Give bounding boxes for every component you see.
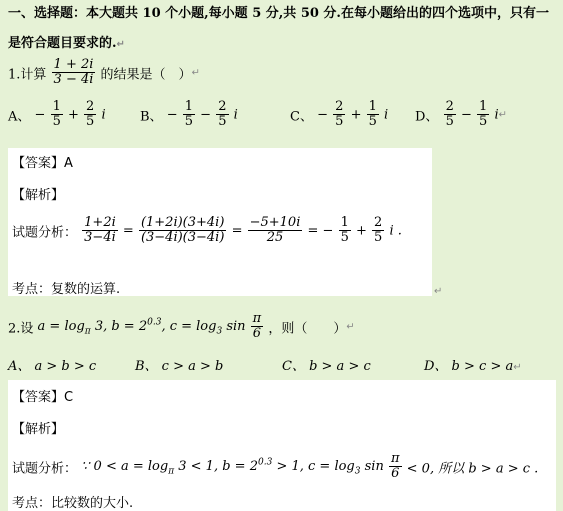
- q2-option-b: B、 c > a > b: [135, 359, 224, 374]
- q1-option-b-op: −: [200, 107, 212, 123]
- frac-num: 2: [374, 215, 383, 230]
- frac-den: 5: [52, 114, 61, 130]
- frac-den: 5: [184, 114, 194, 130]
- q2-s5: < 0, 所以 b > a > c .: [406, 461, 539, 477]
- solution-end: i .: [389, 223, 402, 239]
- q2-sub3: 3: [216, 326, 223, 337]
- q2-s-sup: 0.3: [257, 457, 273, 468]
- q2-solution: [12, 452, 538, 482]
- equals: =: [122, 223, 134, 239]
- q2-s4: sin: [360, 458, 384, 474]
- q1-option-a-op: +: [68, 107, 79, 123]
- section-header-line1: 一、选择题：本大题共 10 个小题,每小题 5 分,共 50 分.在每小题给出的四个选项中，只有一: [8, 6, 549, 21]
- frac-den: 5: [445, 114, 454, 130]
- q1-option-c-label: C、: [290, 109, 313, 125]
- q1-analysis-label: 试题分析：: [12, 225, 78, 241]
- frac-den: 6: [391, 466, 400, 482]
- q1-option-c-op: +: [350, 107, 362, 123]
- question-1-stem: [8, 58, 200, 88]
- q1-option-a-sign: −: [34, 107, 46, 123]
- equals-minus: = −: [307, 223, 334, 239]
- q1-option-a-tail: i: [101, 107, 106, 123]
- frac-den: (3−4i)(3−4i): [140, 230, 225, 246]
- q2-suffix: ，则（ ）: [268, 321, 347, 337]
- frac-num: 1: [479, 99, 488, 114]
- q2-expr-a: a = log: [37, 318, 85, 334]
- q1-option-d-op: −: [461, 107, 472, 123]
- equals: =: [231, 223, 243, 239]
- frac-num: (1+2i)(3+4i): [140, 215, 225, 230]
- question-2-stem: [8, 312, 355, 342]
- q2-analysis-title: 【解析】: [12, 422, 65, 437]
- paragraph-mark: ↵: [191, 67, 200, 79]
- q1-analysis-title: 【解析】: [12, 188, 65, 203]
- frac-num: 2: [86, 99, 95, 114]
- frac-num: 1: [368, 99, 377, 114]
- frac-num: 1+2i: [84, 215, 116, 230]
- frac-den: 5: [340, 230, 349, 246]
- frac-den: 5: [374, 230, 383, 246]
- q1-option-a-label: A、: [8, 109, 31, 125]
- frac-den: 5: [479, 114, 488, 130]
- q1-suffix: 的结果是（ ）: [100, 67, 192, 83]
- frac-den: 6: [252, 326, 262, 342]
- q1-fraction-numerator: 1 + 2i: [53, 57, 94, 72]
- q2-point: 考点：比较数的大小.: [12, 496, 134, 511]
- q2-option-d-text: D、 b > c > a: [424, 359, 514, 374]
- q1-prefix: 1.计算: [8, 67, 47, 83]
- frac-den: 5: [86, 114, 95, 130]
- q2-prefix: 2.设: [8, 321, 34, 337]
- frac-den: 5: [335, 114, 344, 130]
- paragraph-mark: ↵: [513, 362, 522, 373]
- section-header-line2-text: 是符合题目要求的.: [8, 36, 117, 51]
- q1-option-c-tail: i: [384, 107, 389, 123]
- q1-option-b-tail: i: [233, 107, 238, 123]
- plus: +: [356, 223, 367, 239]
- q2-option-c: C、 b > a > c: [282, 359, 371, 374]
- q1-option-b: [140, 100, 238, 130]
- q2-sup: 0.3: [147, 317, 162, 328]
- q2-option-d: [424, 355, 522, 374]
- q2-solution-expr: [81, 457, 384, 477]
- q1-point: 考点：复数的运算.: [12, 282, 121, 297]
- q2-analysis-label: 试题分析：: [12, 461, 78, 477]
- frac-num: π: [252, 311, 262, 326]
- q1-option-d: [415, 100, 507, 130]
- frac-num: 2: [445, 99, 454, 114]
- paragraph-mark: ↵: [116, 39, 125, 50]
- paragraph-mark: ↵: [346, 321, 355, 333]
- frac-den: 5: [218, 114, 227, 130]
- section-header-line2: [8, 32, 125, 51]
- frac-num: 1: [184, 99, 194, 114]
- q2-answer: 【答案】C: [12, 390, 74, 405]
- q1-option-d-tail: i: [494, 107, 499, 123]
- frac-num: 1: [52, 99, 61, 114]
- frac-den: 3−4i: [84, 230, 116, 246]
- frac-num: 2: [335, 99, 344, 114]
- q1-fraction: [52, 58, 96, 88]
- q2-s1: ∵ 0 < a = log: [81, 458, 169, 474]
- q2-option-a: A、 a > b > c: [8, 359, 97, 374]
- q2-expr-d: sin: [222, 318, 246, 334]
- q1-option-a: [8, 100, 106, 130]
- frac-num: 2: [218, 99, 227, 114]
- q1-fraction-denominator: 3 − 4i: [53, 72, 94, 88]
- q2-s3: > 1, c = log: [272, 458, 355, 474]
- q2-s-sub3: 3: [354, 466, 361, 477]
- q1-solution: [12, 216, 402, 246]
- q1-option-c: [290, 100, 388, 130]
- frac-den: 25: [266, 230, 284, 246]
- q1-option-c-sign: −: [317, 107, 328, 123]
- q2-s2: 3 < 1, b = 2: [174, 458, 258, 474]
- q1-option-b-label: B、: [140, 109, 163, 125]
- q2-expression: [37, 317, 246, 337]
- frac-num: −5+10i: [249, 215, 301, 230]
- frac-num: π: [390, 451, 400, 466]
- q2-s-sub: π: [168, 466, 175, 477]
- paragraph-mark: ↵: [498, 109, 508, 121]
- paragraph-mark: ↵: [434, 286, 443, 297]
- frac-num: 1: [340, 215, 349, 230]
- frac-den: 5: [368, 114, 377, 130]
- q1-option-d-label: D、: [415, 109, 439, 125]
- q2-sub-pi: π: [84, 326, 91, 337]
- q2-expr-b: 3, b = 2: [90, 318, 148, 334]
- q1-answer: 【答案】A: [12, 156, 73, 171]
- q2-expr-c: , c = log: [161, 318, 217, 334]
- q1-option-b-sign: −: [166, 107, 178, 123]
